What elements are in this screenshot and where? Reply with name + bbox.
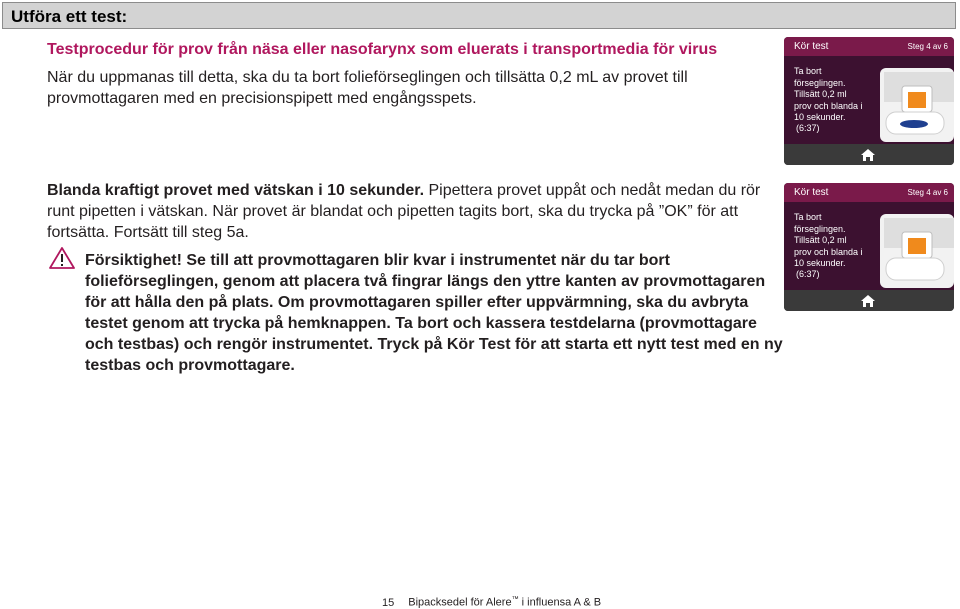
warning-icon	[48, 246, 76, 270]
mix-paragraph	[47, 180, 777, 243]
screen-title: Kör test	[794, 41, 829, 52]
instrument-screen-1	[784, 37, 954, 165]
screen-timer: (6:37)	[796, 269, 820, 279]
caution-paragraph	[85, 250, 785, 376]
instrument-screen-2	[784, 183, 954, 311]
sample-receiver-illustration	[876, 210, 954, 288]
screen-message: Ta bort förseglingen. Tillsätt 0,2 ml prov och blanda i 10 sekunder.	[794, 66, 863, 122]
sample-receiver-illustration	[876, 64, 954, 142]
screen-body	[784, 56, 954, 144]
caution-label: Försiktighet!	[85, 252, 182, 269]
home-icon[interactable]	[860, 294, 876, 308]
screen-step: Steg 4 av 6	[907, 42, 948, 51]
caution-text: Se till att provmottagaren blir kvar i instrumentet när du tar bort folieförseglingen, genom att placera två fingrar längs den yttre kanten av provmottagaren för att hålla den på plats. Om provmottagaren spiller efter uppvärmning, ska du avbryta testet genom att trycka på hemknappen. Ta bort och kassera testdelarna (provmottagare och testbas) och rengör instrumentet. Tryck på Kör Test för att starta ett nytt test med en ny testbas och provmottagare.	[85, 252, 783, 374]
screen-nav-bar	[784, 290, 954, 311]
screen-step: Steg 4 av 6	[907, 188, 948, 197]
section-header	[2, 2, 956, 29]
screen-title: Kör test	[794, 187, 829, 198]
mix-instruction-bold: Blanda kraftigt provet med vätskan i 10 sekunder.	[47, 182, 425, 199]
trademark-symbol: ™	[511, 596, 519, 603]
screen-message: Ta bort förseglingen. Tillsätt 0,2 ml prov och blanda i 10 sekunder.	[794, 212, 863, 268]
section-title: Utföra ett test:	[11, 7, 128, 26]
footer-text-suffix: i influensa A & B	[518, 596, 602, 609]
mix-instruction-text: Pipettera provet uppåt och nedåt medan du rör runt pipetten i vätskan. När provet är blandat och pipetten tagits bort, ska du trycka på ”OK” för att fortsätta. Fortsätt till steg 5a.	[47, 182, 761, 241]
screen-nav-bar	[784, 144, 954, 165]
footer-text: Bipacksedel för Alere	[408, 596, 512, 609]
procedure-subtitle: Testprocedur för prov från näsa eller nasofarynx som eluerats i transportmedia för virus	[47, 41, 718, 58]
screen-title-bar	[784, 37, 954, 56]
home-icon[interactable]	[860, 148, 876, 162]
page-number: 15	[382, 596, 395, 609]
page-footer	[382, 596, 601, 609]
screen-timer: (6:37)	[796, 123, 820, 133]
screen-title-bar	[784, 183, 954, 202]
intro-paragraph: När du uppmanas till detta, ska du ta bort folieförseglingen och tillsätta 0,2 mL av provet till provmottagaren med en precisionspipett med engångsspets.	[47, 69, 688, 107]
screen-body	[784, 202, 954, 290]
